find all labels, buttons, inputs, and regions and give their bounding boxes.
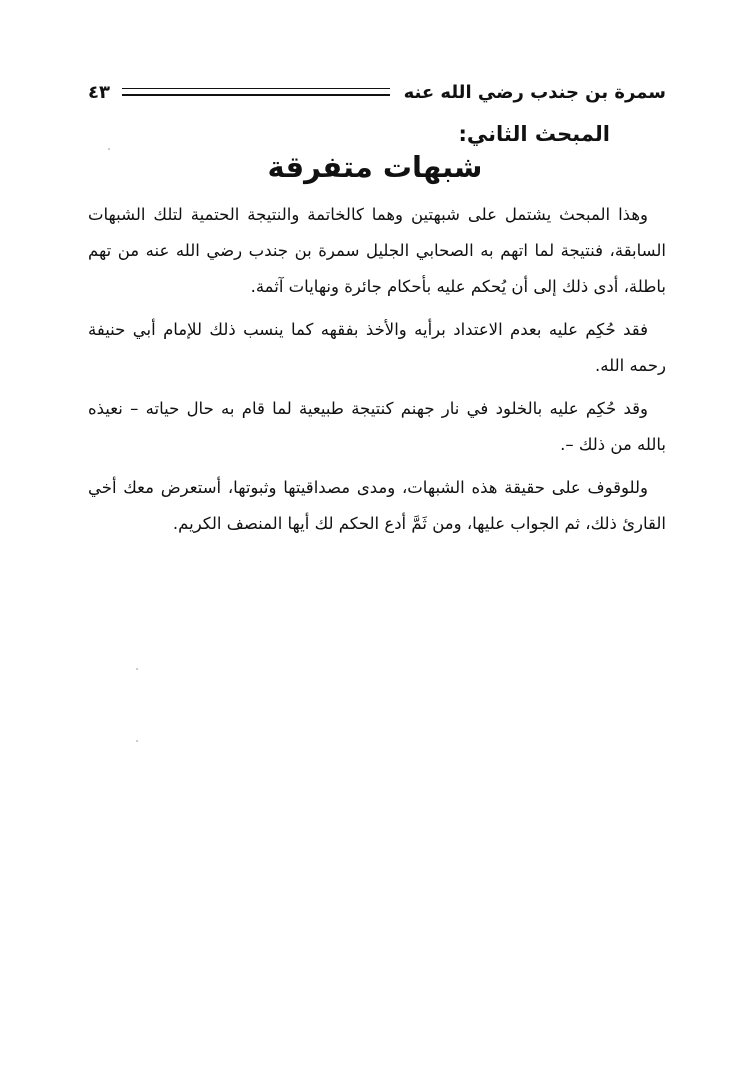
running-title: سمرة بن جندب رضي الله عنه xyxy=(403,81,666,103)
scan-speck xyxy=(108,148,110,150)
body-text xyxy=(88,197,666,549)
scan-speck xyxy=(136,740,138,742)
section-title: شبهات متفرقة xyxy=(267,150,483,184)
scan-speck xyxy=(136,668,138,670)
section-label: المبحث الثاني: xyxy=(458,122,610,146)
page-number: ٤٣ xyxy=(88,81,110,103)
header-rule xyxy=(122,88,390,96)
page-header xyxy=(88,78,666,106)
paragraph: فقد حُكِم عليه بعدم الاعتداد برأيه والأخذ بفقهه كما ينسب ذلك للإمام أبي حنيفة رحمه الله. xyxy=(88,320,666,375)
paragraph: وللوقوف على حقيقة هذه الشبهات، ومدى مصداقيتها وثبوتها، أستعرض معك أخي القارئ ذلك، ثم الجواب عليها، ومن ثَمَّ أدع الحكم لك أيها المنصف الكريم. xyxy=(88,478,666,533)
paragraph: وهذا المبحث يشتمل على شبهتين وهما كالخاتمة والنتيجة الحتمية لتلك الشبهات السابقة، فنتيجة لما اتهم به الصحابي الجليل سمرة بن جندب رضي الله عنه من تهم باطلة، أدى ذلك إلى أن يُحكم عليه بأحكام جائرة ونهايات آثمة. xyxy=(88,205,666,296)
paragraph: وقد حُكِم عليه بالخلود في نار جهنم كنتيجة طبيعية لما قام به حال حياته – نعيذه بالله من ذلك –. xyxy=(88,399,666,454)
